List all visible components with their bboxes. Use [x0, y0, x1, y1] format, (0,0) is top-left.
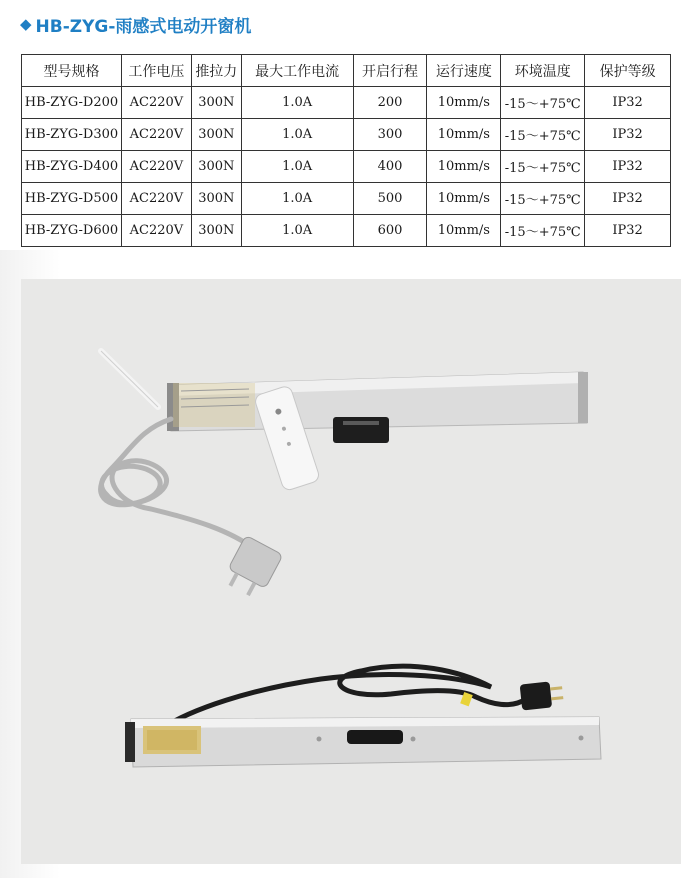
power-plug	[221, 535, 282, 601]
column-header: 保护等级	[585, 55, 671, 87]
table-cell: 600	[353, 215, 427, 247]
actuator-endcap-right	[578, 372, 588, 423]
table-row	[22, 215, 671, 247]
table-cell: HB-ZYG-D300	[22, 119, 122, 151]
table-cell: 1.0A	[241, 215, 353, 247]
table-cell: 300N	[191, 119, 241, 151]
table-cell: 10mm/s	[427, 119, 501, 151]
column-header: 开启行程	[353, 55, 427, 87]
table-row	[22, 87, 671, 119]
antenna-outline	[101, 351, 158, 407]
table-cell: -15～+75℃	[501, 215, 585, 247]
power-cable-coil	[101, 419, 261, 554]
column-header: 推拉力	[191, 55, 241, 87]
column-header: 运行速度	[427, 55, 501, 87]
table-cell: 10mm/s	[427, 151, 501, 183]
table-cell: AC220V	[121, 215, 191, 247]
table-cell: 300	[353, 119, 427, 151]
column-header: 环境温度	[501, 55, 585, 87]
mounting-bracket	[333, 417, 389, 443]
table-cell: HB-ZYG-D200	[22, 87, 122, 119]
diamond-bullet-icon: ◆	[20, 15, 32, 33]
product-photo-bottom	[125, 666, 601, 767]
table-cell: 200	[353, 87, 427, 119]
table-cell: 1.0A	[241, 119, 353, 151]
table-cell: IP32	[585, 87, 671, 119]
table-cell: -15～+75℃	[501, 151, 585, 183]
column-header: 型号规格	[22, 55, 122, 87]
table-cell: -15～+75℃	[501, 87, 585, 119]
table-cell: HB-ZYG-D500	[22, 183, 122, 215]
table-cell: 400	[353, 151, 427, 183]
table-cell: AC220V	[121, 87, 191, 119]
spec-table	[21, 54, 671, 247]
black-plug	[520, 680, 564, 710]
actuator-endcap-black	[125, 722, 135, 762]
column-header: 工作电压	[121, 55, 191, 87]
table-cell: IP32	[585, 183, 671, 215]
table-cell: 300N	[191, 183, 241, 215]
table-cell: IP32	[585, 215, 671, 247]
page-title-text: HB-ZYG-雨感式电动开窗机	[35, 16, 252, 37]
table-cell: 500	[353, 183, 427, 215]
table-cell: AC220V	[121, 183, 191, 215]
table-cell: 1.0A	[241, 183, 353, 215]
table-cell: IP32	[585, 119, 671, 151]
table-cell: HB-ZYG-D600	[22, 215, 122, 247]
page-title	[20, 10, 251, 38]
actuator-handle	[347, 730, 403, 744]
table-cell: 10mm/s	[427, 87, 501, 119]
table-cell: AC220V	[121, 151, 191, 183]
product-photo-top	[101, 351, 588, 601]
table-cell: 1.0A	[241, 151, 353, 183]
column-header: 最大工作电流	[241, 55, 353, 87]
table-cell: -15～+75℃	[501, 119, 585, 151]
table-cell: IP32	[585, 151, 671, 183]
table-cell: -15～+75℃	[501, 183, 585, 215]
table-cell: 300N	[191, 151, 241, 183]
table-header-row	[22, 55, 671, 87]
table-row	[22, 151, 671, 183]
product-photos	[21, 279, 681, 864]
table-cell: HB-ZYG-D400	[22, 151, 122, 183]
table-row	[22, 183, 671, 215]
table-cell: 1.0A	[241, 87, 353, 119]
table-cell: 10mm/s	[427, 183, 501, 215]
table-cell: 300N	[191, 215, 241, 247]
table-row	[22, 119, 671, 151]
table-cell: 10mm/s	[427, 215, 501, 247]
table-cell: AC220V	[121, 119, 191, 151]
table-cell: 300N	[191, 87, 241, 119]
